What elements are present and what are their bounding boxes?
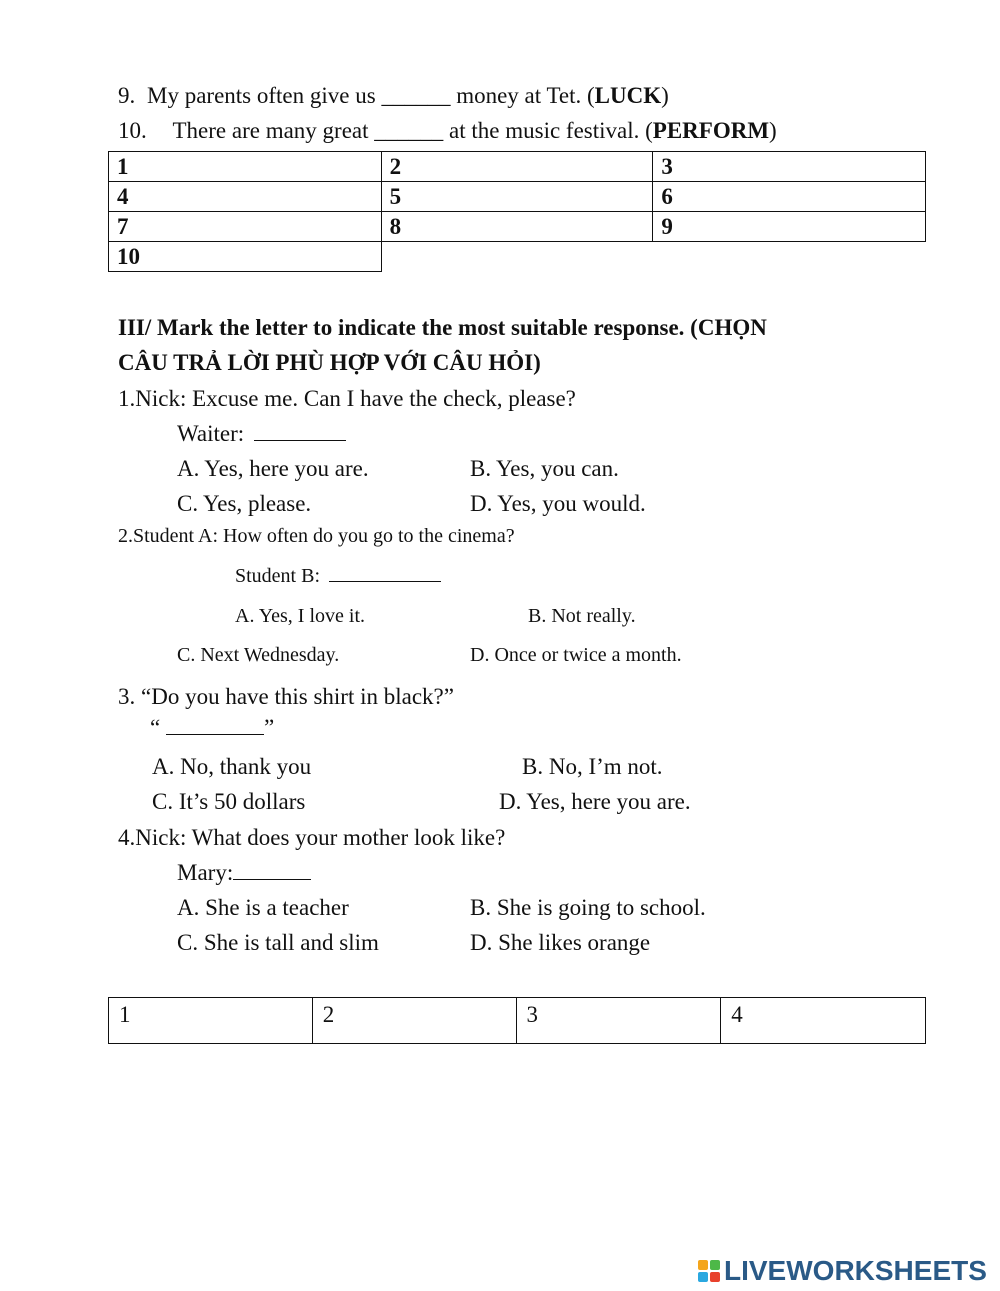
question-3-reply: “ ” bbox=[150, 715, 275, 740]
option-a[interactable]: A. No, thank you bbox=[152, 754, 312, 779]
option-b[interactable]: B. Not really. bbox=[528, 605, 636, 627]
option-d[interactable]: D. Once or twice a month. bbox=[470, 644, 682, 666]
answer-cell[interactable]: 1 bbox=[109, 998, 313, 1044]
answer-cell[interactable]: 6 bbox=[653, 182, 926, 212]
answer-blank[interactable] bbox=[166, 733, 264, 735]
question-9: 9. My parents often give us ______ money at Tet. (LUCK) bbox=[118, 83, 669, 108]
option-d[interactable]: D. Yes, you would. bbox=[470, 491, 646, 516]
option-d[interactable]: D. She likes orange bbox=[470, 930, 651, 955]
option-b[interactable]: B. No, I’m not. bbox=[522, 754, 663, 779]
liveworksheets-logo bbox=[698, 1253, 987, 1289]
option-d[interactable]: D. Yes, here you are. bbox=[499, 789, 691, 814]
answer-cell[interactable]: 4 bbox=[721, 998, 926, 1044]
option-b[interactable]: B. She is going to school. bbox=[470, 895, 706, 920]
option-a[interactable]: A. Yes, here you are. bbox=[177, 456, 369, 481]
answer-blank[interactable] bbox=[233, 878, 311, 880]
section-heading: III/ Mark the letter to indicate the most suitable response. (CHỌN bbox=[118, 315, 767, 340]
question-4-prompt: 4.Nick: What does your mother look like? bbox=[118, 825, 506, 850]
answer-cell[interactable]: 3 bbox=[653, 152, 926, 182]
section-heading-line2: CÂU TRẢ LỜI PHÙ HỢP VỚI CÂU HỎI) bbox=[118, 350, 541, 375]
option-c[interactable]: C. She is tall and slim bbox=[177, 930, 379, 955]
answer-cell[interactable]: 10 bbox=[109, 242, 382, 272]
answer-cell[interactable]: 8 bbox=[381, 212, 653, 242]
question-2-prompt: 2.Student A: How often do you go to the cinema? bbox=[118, 525, 515, 547]
question-10: 10. There are many great ______ at the music festival. (PERFORM) bbox=[118, 118, 777, 143]
option-a[interactable]: A. Yes, I love it. bbox=[235, 605, 366, 627]
answer-cell[interactable]: 4 bbox=[109, 182, 382, 212]
answer-cell[interactable]: 1 bbox=[109, 152, 382, 182]
question-4-reply: Mary: bbox=[177, 858, 311, 888]
question-1-prompt: 1.Nick: Excuse me. Can I have the check, please? bbox=[118, 386, 576, 411]
answer-blank[interactable]: ______ bbox=[374, 118, 444, 143]
answer-cell[interactable]: 2 bbox=[381, 152, 653, 182]
question-2-reply: Student B: bbox=[235, 563, 441, 589]
answer-blank[interactable] bbox=[254, 439, 346, 441]
option-c[interactable]: C. Yes, please. bbox=[177, 491, 312, 516]
question-3-prompt: 3. “Do you have this shirt in black?” bbox=[118, 684, 454, 709]
liveworksheets-logo-icon bbox=[698, 1260, 720, 1282]
option-a[interactable]: A. She is a teacher bbox=[177, 895, 349, 920]
answer-cell[interactable]: 5 bbox=[381, 182, 653, 212]
option-b[interactable]: B. Yes, you can. bbox=[470, 456, 619, 481]
option-c[interactable]: C. Next Wednesday. bbox=[177, 644, 340, 666]
question-1-reply: Waiter: bbox=[177, 419, 346, 449]
answer-grid-part3 bbox=[108, 997, 926, 1044]
answer-cell[interactable]: 7 bbox=[109, 212, 382, 242]
answer-blank[interactable] bbox=[329, 580, 441, 582]
answer-cell[interactable]: 9 bbox=[653, 212, 926, 242]
answer-cell[interactable]: 3 bbox=[516, 998, 721, 1044]
answer-grid-part2 bbox=[108, 151, 926, 272]
option-c[interactable]: C. It’s 50 dollars bbox=[152, 789, 306, 814]
answer-blank[interactable]: ______ bbox=[381, 83, 451, 108]
brand-name: LIVEWORKSHEETS bbox=[724, 1255, 987, 1286]
answer-cell[interactable]: 2 bbox=[312, 998, 516, 1044]
